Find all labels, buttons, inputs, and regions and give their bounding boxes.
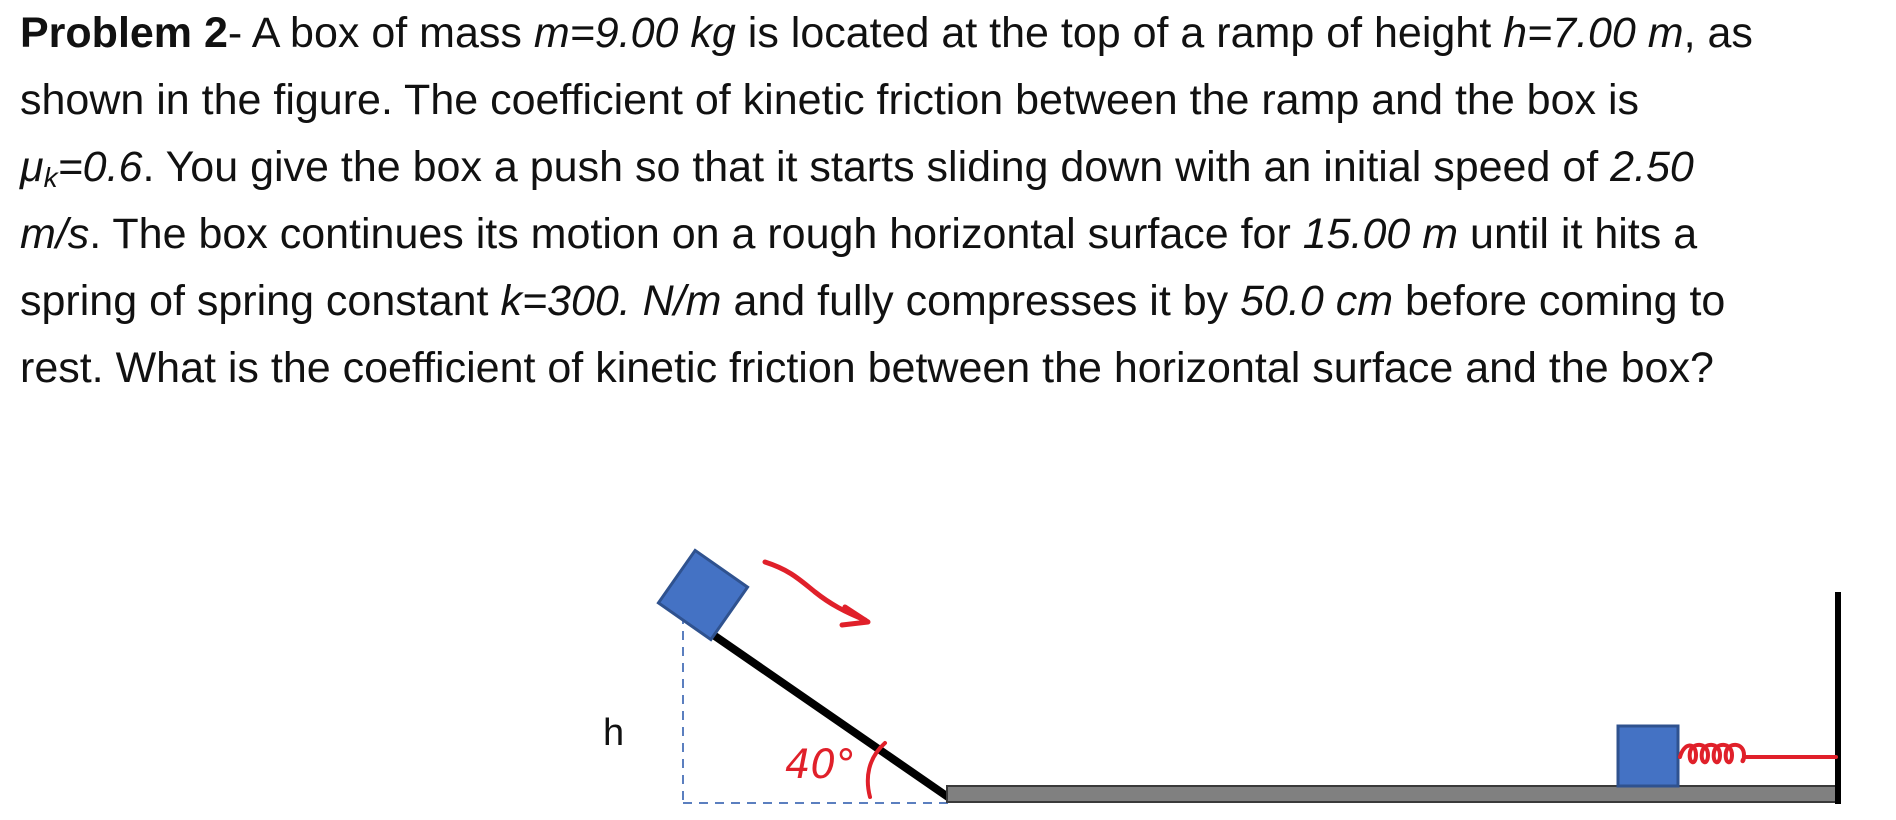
problem-text-segment: m/s <box>20 210 90 258</box>
problem-text-segment: is located at the top of a ramp of height <box>735 9 1504 57</box>
problem-text-segment: spring of spring constant <box>20 277 501 325</box>
problem-text-segment: k <box>43 162 58 193</box>
problem-text-segment: k=300. N/m <box>500 277 722 325</box>
problem-text-segment: m=9.00 kg <box>533 9 736 57</box>
problem-text-segment: 50.0 cm <box>1240 277 1394 325</box>
problem-text-segment: μ <box>20 143 44 191</box>
motion-arrowhead <box>842 607 868 625</box>
problem-text-segment: - A box of mass <box>227 9 534 57</box>
problem-text-segment: h=7.00 m <box>1503 9 1684 57</box>
problem-text-segment: before coming to <box>1393 277 1726 325</box>
angle-label: 40° <box>785 742 856 788</box>
spring-icon <box>1680 745 1836 762</box>
problem-text-segment: , as <box>1683 9 1753 57</box>
problem-text-segment: . You give the box a push so that it starts sliding down with an initial speed of <box>142 143 1611 191</box>
problem-text-segment: shown in the figure. The coefficient of kinetic friction between the ramp and the box is <box>20 76 1640 124</box>
problem-label: Problem 2 <box>20 9 228 57</box>
problem-text-segment: until it hits a <box>1458 210 1698 258</box>
horizontal-surface <box>947 786 1840 802</box>
problem-text-segment: rest. What is the coefficient of kinetic friction between the horizontal surface and the box? <box>20 344 1714 392</box>
problem-text-segment: 15.00 m <box>1302 210 1459 258</box>
problem-text-segment: 2.50 <box>1610 143 1694 191</box>
height-label: h <box>603 712 625 754</box>
problem-text-segment: =0.6 <box>57 143 143 191</box>
problem-text-segment: and fully compresses it by <box>721 277 1241 325</box>
box-at-spring <box>1618 726 1678 786</box>
box-on-ramp <box>658 550 747 639</box>
problem-text-segment: . The box continues its motion on a rough horizontal surface for <box>89 210 1303 258</box>
